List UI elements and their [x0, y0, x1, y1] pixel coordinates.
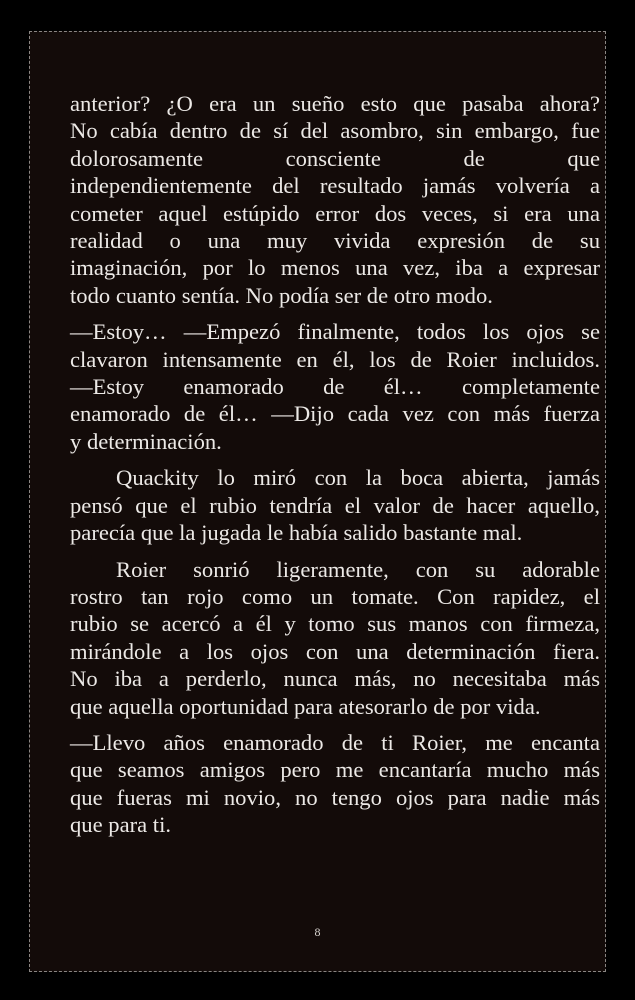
text-line: que fueras mi novio, no tengo ojos para nadie más — [70, 784, 600, 810]
text-line: No cabía dentro de sí del asombro, sin embargo, fue — [70, 118, 600, 144]
text-line: cometer aquel estúpido error dos veces, si era una — [70, 200, 600, 226]
text-line: que para ti. — [70, 812, 171, 838]
paragraph-1 — [70, 90, 600, 309]
text-line: rubio se acercó a él y tomo sus manos con firmeza, — [70, 611, 600, 637]
text-line: independientemente del resultado jamás volvería a — [70, 173, 600, 199]
text-line: dolorosamente consciente de que — [70, 145, 600, 171]
text-line: No iba a perderlo, nunca más, no necesitaba más — [70, 666, 600, 692]
book-page — [29, 31, 606, 972]
text-line: pensó que el rubio tendría el valor de hacer aquello, — [70, 492, 600, 518]
paragraph-4 — [70, 556, 600, 720]
text-line: todo cuanto sentía. No podía ser de otro modo. — [70, 282, 493, 308]
text-line: clavaron intensamente en él, los de Roier incluidos. — [70, 346, 600, 372]
text-line: —Estoy enamorado de él… completamente — [70, 374, 600, 400]
page-text — [70, 90, 600, 848]
text-line: rostro tan rojo como un tomate. Con rapidez, el — [70, 583, 600, 609]
text-line: anterior? ¿O era un sueño esto que pasaba ahora? — [70, 91, 600, 116]
text-line: que aquella oportunidad para atesorarlo de por vida. — [70, 693, 541, 719]
text-line: —Llevo años enamorado de ti Roier, me encanta — [70, 729, 600, 755]
text-line: enamorado de él… —Dijo cada vez con más fuerza — [70, 401, 600, 427]
paragraph-5 — [70, 729, 600, 839]
text-line: Quackity lo miró con la boca abierta, jamás — [116, 465, 600, 491]
text-line: —Estoy… —Empezó finalmente, todos los ojos se — [70, 319, 600, 345]
page-number: 8 — [314, 925, 321, 939]
text-line: que seamos amigos pero me encantaría mucho más — [70, 757, 600, 783]
text-line: parecía que la jugada le había salido bastante mal. — [70, 520, 523, 546]
text-line: imaginación, por lo menos una vez, iba a expresar — [70, 255, 600, 281]
paragraph-3 — [70, 464, 600, 546]
text-line: y determinación. — [70, 428, 222, 454]
text-line: Roier sonrió ligeramente, con su adorable — [116, 556, 600, 582]
text-line: realidad o una muy vivida expresión de su — [70, 228, 600, 254]
paragraph-2 — [70, 318, 600, 455]
text-line: mirándole a los ojos con una determinación fiera. — [70, 638, 600, 664]
